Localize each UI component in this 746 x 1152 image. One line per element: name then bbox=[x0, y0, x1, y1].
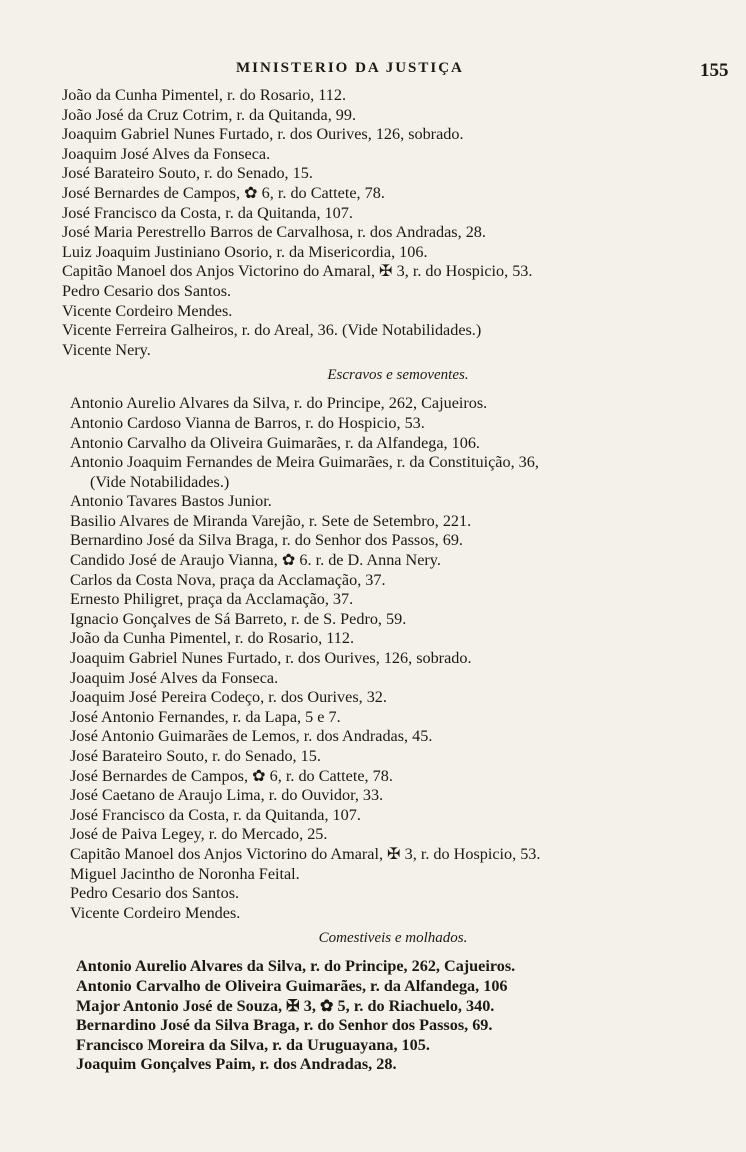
list-item: Antonio Joaquim Fernandes de Meira Guimarães, r. da Constituição, 36, bbox=[70, 453, 539, 472]
list-item: Ignacio Gonçalves de Sá Barreto, r. de S. Pedro, 59. bbox=[70, 609, 407, 628]
list-item: Pedro Cesario dos Santos. bbox=[70, 884, 240, 903]
list-item: José Barateiro Souto, r. do Senado, 15. bbox=[62, 164, 313, 183]
list-item: Joaquim José Pereira Codeço, r. dos Ourives, 32. bbox=[70, 688, 387, 707]
list-item: Joaquim Gonçalves Paim, r. dos Andradas, 28. bbox=[76, 1055, 397, 1074]
list-item: Joaquim José Alves da Fonseca. bbox=[70, 668, 279, 687]
section-heading-escravos: Escravos e semoventes. bbox=[327, 367, 469, 384]
list-item: Antonio Aurelio Alvares da Silva, r. do Principe, 262, Cajueiros. bbox=[70, 394, 488, 413]
list-item: João da Cunha Pimentel, r. do Rosario, 112. bbox=[70, 629, 354, 648]
list-item: Bernardino José da Silva Braga, r. do Senhor dos Passos, 69. bbox=[70, 531, 463, 550]
list-item: João José da Cruz Cotrim, r. da Quitanda, 99. bbox=[62, 105, 357, 124]
list-item: Francisco Moreira da Silva, r. da Uruguayana, 105. bbox=[76, 1035, 430, 1054]
list-item: Vicente Cordeiro Mendes. bbox=[62, 301, 233, 320]
section-heading-comestiveis: Comestiveis e molhados. bbox=[318, 930, 468, 947]
list-item: José Caetano de Araujo Lima, r. do Ouvidor, 33. bbox=[70, 786, 384, 805]
list-item: Basilio Alvares de Miranda Varejão, r. Sete de Setembro, 221. bbox=[70, 511, 472, 530]
section-comestiveis-list bbox=[0, 957, 746, 1075]
list-item: Vicente Cordeiro Mendes. bbox=[70, 903, 241, 922]
list-item: Antonio Cardoso Vianna de Barros, r. do Hospicio, 53. bbox=[70, 413, 425, 432]
list-item: Vicente Nery. bbox=[62, 340, 151, 359]
list-item: Joaquim Gabriel Nunes Furtado, r. dos Ourives, 126, sobrado. bbox=[62, 125, 464, 144]
running-title: MINISTERIO DA JUSTIÇA bbox=[236, 60, 464, 76]
list-item: Ernesto Philigret, praça da Acclamação, 37. bbox=[70, 590, 354, 609]
list-item: Luiz Joaquim Justiniano Osorio, r. da Misericordia, 106. bbox=[62, 242, 428, 261]
page-content bbox=[0, 86, 746, 1075]
list-item: José Francisco da Costa, r. da Quitanda, 107. bbox=[70, 805, 361, 824]
list-item: Bernardino José da Silva Braga, r. do Senhor dos Passos, 69. bbox=[76, 1016, 493, 1035]
list-item-continuation: (Vide Notabilidades.) bbox=[90, 472, 230, 491]
list-item: José Bernardes de Campos, ✿ 6, r. do Cattete, 78. bbox=[62, 183, 385, 202]
list-item: José Barateiro Souto, r. do Senado, 15. bbox=[70, 747, 321, 765]
list-item: Pedro Cesario dos Santos. bbox=[62, 281, 232, 300]
list-item: Candido José de Araujo Vianna, ✿ 6. r. de D. Anna Nery. bbox=[70, 551, 441, 570]
list-item: Antonio Aurelio Alvares da Silva, r. do Principe, 262, Cajueiros. bbox=[76, 957, 516, 976]
list-item: Major Antonio José de Souza, ✠ 3, ✿ 5, r. do Riachuelo, 340. bbox=[76, 996, 495, 1015]
list-item: Joaquim Gabriel Nunes Furtado, r. dos Ourives, 126, sobrado. bbox=[70, 649, 472, 668]
list-item: Vicente Ferreira Galheiros, r. do Areal, 36. (Vide Notabilidades.) bbox=[62, 321, 482, 340]
list-item: Miguel Jacintho de Noronha Feital. bbox=[70, 864, 300, 883]
list-item: José Francisco da Costa, r. da Quitanda, 107. bbox=[62, 203, 353, 222]
section-escravos-list bbox=[0, 394, 746, 923]
list-item: João da Cunha Pimentel, r. do Rosario, 112. bbox=[62, 86, 346, 104]
list-item: Capitão Manoel dos Anjos Victorino do Amaral, ✠ 3, r. do Hospicio, 53. bbox=[62, 262, 533, 281]
list-item: Carlos da Costa Nova, praça da Acclamação, 37. bbox=[70, 570, 386, 589]
list-item: José Antonio Guimarães de Lemos, r. dos Andradas, 45. bbox=[70, 727, 433, 746]
list-item: José Antonio Fernandes, r. da Lapa, 5 e 7. bbox=[70, 707, 341, 726]
list-item: José de Paiva Legey, r. do Mercado, 25. bbox=[70, 825, 328, 844]
page-header bbox=[0, 60, 746, 84]
list-item: Antonio Tavares Bastos Junior. bbox=[70, 492, 272, 511]
list-item: Antonio Carvalho da Oliveira Guimarães, r. da Alfandega, 106. bbox=[70, 433, 480, 452]
list-item: José Maria Perestrello Barros de Carvalhosa, r. dos Andradas, 28. bbox=[62, 223, 486, 242]
list-item: Antonio Carvalho de Oliveira Guimarães, r. da Alfandega, 106 bbox=[76, 976, 508, 995]
list-item: Capitão Manoel dos Anjos Victorino do Amaral, ✠ 3, r. do Hospicio, 53. bbox=[70, 844, 541, 863]
section-lawyers-list bbox=[0, 86, 746, 360]
list-item: Joaquim José Alves da Fonseca. bbox=[62, 144, 271, 163]
page-number: 155 bbox=[700, 60, 729, 81]
list-item: José Bernardes de Campos, ✿ 6, r. do Cattete, 78. bbox=[70, 766, 393, 785]
